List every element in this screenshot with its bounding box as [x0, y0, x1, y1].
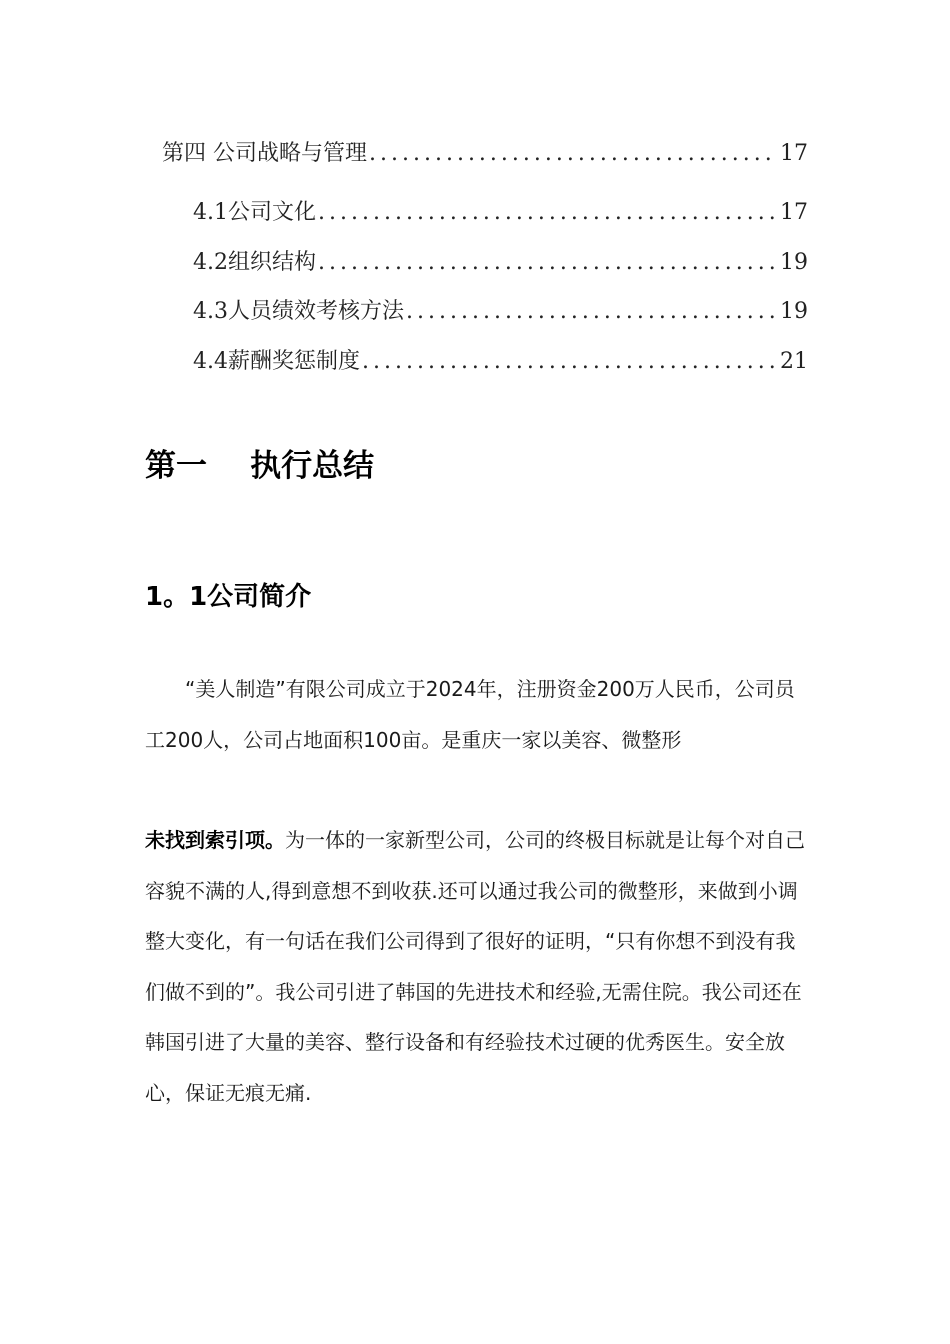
- toc-dot-leader: [404, 299, 776, 324]
- toc-entry-page: 19: [780, 299, 808, 324]
- toc-dot-leader: [316, 200, 776, 225]
- company-intro-continuation: [145, 815, 810, 1118]
- toc-entry-4-4[interactable]: [193, 344, 808, 375]
- company-intro-text: 为一体的一家新型公司，公司的终极目标就是让每个对自己容貌不满的人,得到意想不到收获.还可以通过我公司的微整形，来做到小调整大变化，有一句话在我们公司得到了很好的证明，“只有你想不到没有我们做不到的”。我公司引进了韩国的先进技术和经验,无需住院。我公司还在韩国引进了大量的美容、整行设备和有经验技术过硬的优秀医生。安全放心，保证无痕无痛.: [145, 828, 805, 1105]
- toc-entry-label: 4.4薪酬奖惩制度: [193, 349, 360, 374]
- toc-entry-label: 4.1公司文化: [193, 200, 316, 225]
- toc-entry-label: 4.2组织结构: [193, 250, 316, 275]
- company-intro-paragraph: “美人制造”有限公司成立于2024年，注册资金200万人民币，公司员工200人，公司占地面积100亩。是重庆一家以美容、微整形: [145, 677, 795, 752]
- toc-dot-leader: [316, 250, 776, 275]
- toc-entry-4-1[interactable]: [193, 195, 808, 226]
- toc-entry-page: 17: [780, 200, 808, 225]
- toc-entry-chapter-4[interactable]: [162, 136, 808, 167]
- toc-entry-label: 4.3人员绩效考核方法: [193, 299, 404, 324]
- toc-entry-page: 19: [780, 250, 808, 275]
- toc-entry-page: 17: [780, 141, 808, 166]
- toc-dot-leader: [360, 349, 776, 374]
- toc-dot-leader: [367, 141, 776, 166]
- toc-entry-4-2[interactable]: [193, 245, 808, 276]
- section-heading: 1。1公司简介: [145, 582, 312, 612]
- toc-entry-label: 第四 公司战略与管理: [162, 141, 367, 166]
- index-error-note: 未找到索引项。: [145, 828, 285, 852]
- toc-entry-4-3[interactable]: [193, 294, 808, 325]
- chapter-heading: 第一 执行总结: [145, 448, 375, 484]
- toc-entry-page: 21: [780, 349, 808, 374]
